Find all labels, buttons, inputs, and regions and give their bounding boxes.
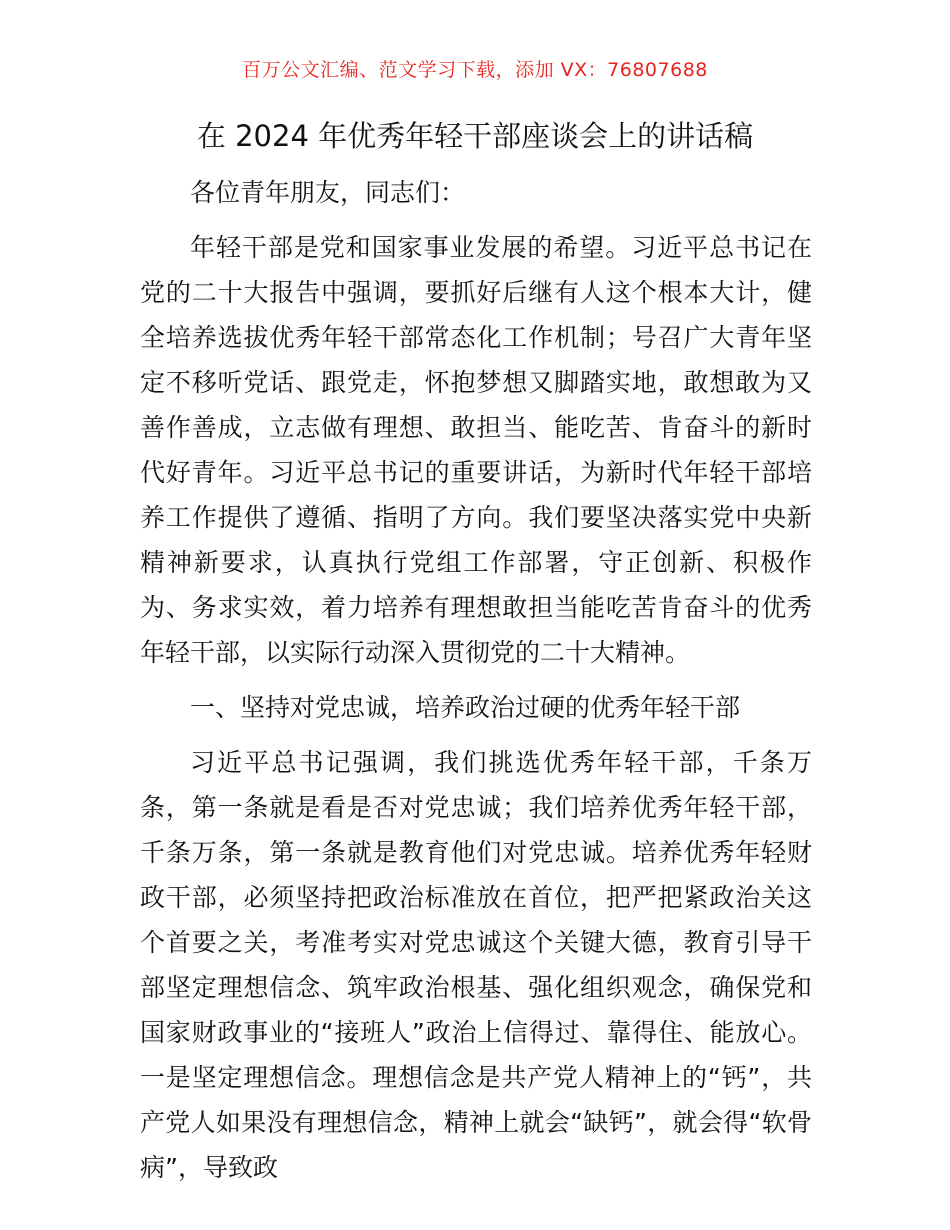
document-title: 在 2024 年优秀年轻干部座谈会上的讲话稿: [196, 119, 754, 153]
paragraph-section-one: 习近平总书记强调，我们挑选优秀年轻干部，千条万条，第一条就是看是否对党忠诚；我们培养优秀年轻干部，千条万条，第一条就是教育他们对党忠诚。培养优秀年轻财政干部，必须坚持把政治标准放在首位，把严把紧政治关这个首要之关，考准考实对党忠诚这个关键大德，教育引导干部坚定理想信念、筑牢政治根基、强化组织观念，确保党和国家财政事业的“接班人”政治上信得过、靠得住、能放心。一是坚定理想信念。理想信念是共产党人精神上的“钙”，共产党人如果没有理想信念，精神上就会“缺钙”，就会得“软骨病”，导致政: [140, 748, 812, 1182]
paragraph-salutation: 各位青年朋友，同志们：: [190, 178, 466, 207]
section-heading: 一、坚持对党忠诚，培养政治过硬的优秀年轻干部: [190, 693, 741, 722]
document-body: [140, 170, 812, 1200]
paragraph-intro: 年轻干部是党和国家事业发展的希望。习近平总书记在党的二十大报告中强调，要抓好后继有人这个根本大计，健全培养选拔优秀年轻干部常态化工作机制；号召广大青年坚定不移听党话、跟党走，怀抱梦想又脚踏实地，敢想敢为又善作善成，立志做有理想、敢担当、能吃苦、肯奋斗的新时代好青年。习近平总书记的重要讲话，为新时代年轻干部培养工作提供了遵循、指明了方向。我们要坚决落实党中央新精神新要求，认真执行党组工作部署，守正创新、积极作为、务求实效，着力培养有理想敢担当能吃苦肯奋斗的优秀年轻干部，以实际行动深入贯彻党的二十大精神。: [140, 233, 812, 667]
header-banner: 百万公文汇编、范文学习下载，添加 VX：76807688: [242, 59, 708, 81]
